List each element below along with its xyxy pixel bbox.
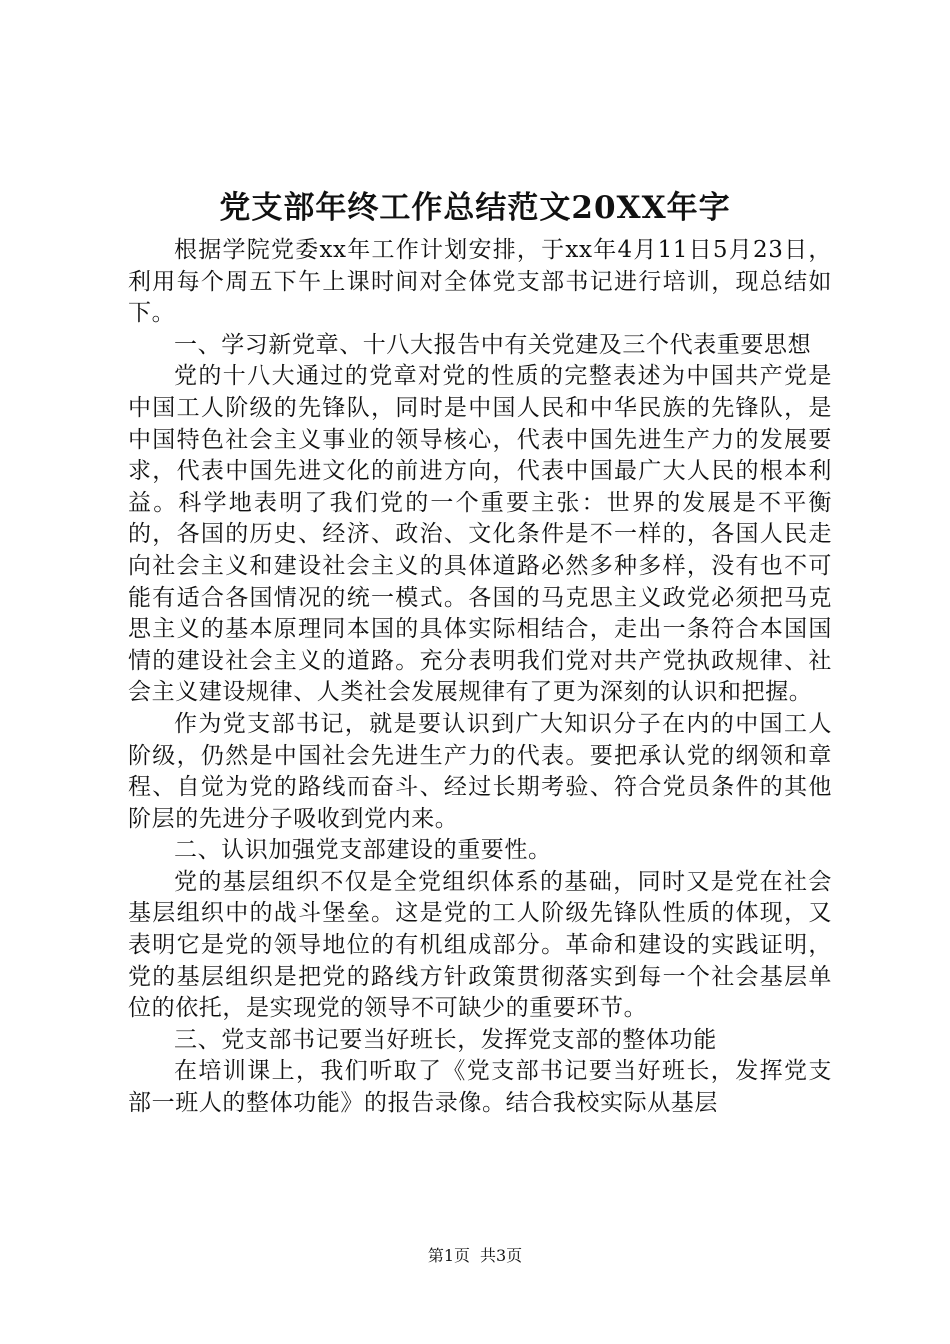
- document-title: 党支部年终工作总结范文20XX年字: [219, 190, 731, 226]
- paragraph-party-nature: 党的十八大通过的党章对党的性质的完整表述为中国共产党是中国工人阶级的先锋队，同时是中国人民和中华民族的先锋队，是中国特色社会主义事业的领导核心，代表中国先进生产力的发展要求，代表中国先进文化的前进方向，代表中国最广大人民的根本利益。科学地表明了我们党的一个重要主张：世界的发展是不平衡的，各国的历史、经济、政治、文化条件是不一样的，各国人民走向社会主义和建设社会主义的具体道路必然多种多样，没有也不可能有适合各国情况的统一模式。各国的马克思主义政党必须把马克思主义的基本原理同本国的具体实际相结合，走出一条符合本国国情的建设社会主义的道路。充分表明我们党对共产党执政规律、社会主义建设规律、人类社会发展规律有了更为深刻的认识和把握。: [128, 363, 832, 706]
- heading-section-2: 二、认识加强党支部建设的重要性。: [174, 837, 552, 864]
- paragraph-secretary-role: 作为党支部书记，就是要认识到广大知识分子在内的中国工人阶级，仍然是中国社会先进生产力的代表。要把承认党的纲领和章程、自觉为党的路线而奋斗、经过长期考验、符合党员条件的其他阶层的先进分子吸收到党内来。: [128, 710, 832, 832]
- page-footer: [0, 1245, 950, 1267]
- paragraph-grassroots: 党的基层组织不仅是全党组织体系的基础，同时又是党在社会基层组织中的战斗堡垒。这是党的工人阶级先锋队性质的体现，又表明它是党的领导地位的有机组成部分。革命和建设的实践证明，党的基层组织是把党的路线方针政策贯彻落实到每一个社会基层单位的依托，是实现党的领导不可缺少的重要环节。: [128, 868, 832, 1022]
- heading-section-1: 一、学习新党章、十八大报告中有关党建及三个代表重要思想: [174, 331, 812, 358]
- paragraph-intro: 根据学院党委xx年工作计划安排，于xx年4月11日5月23日，利用每个周五下午上课时间对全体党支部书记进行培训，现总结如下。: [128, 237, 832, 327]
- paragraph-training: 在培训课上，我们听取了《党支部书记要当好班长，发挥党支部一班人的整体功能》的报告录像。结合我校实际从基层: [128, 1058, 832, 1117]
- document-body: [128, 235, 832, 1120]
- heading-section-3: 三、党支部书记要当好班长，发挥党支部的整体功能: [174, 1026, 717, 1053]
- page-number: 第1页: [427, 1246, 470, 1265]
- page-total: 共3页: [480, 1246, 523, 1265]
